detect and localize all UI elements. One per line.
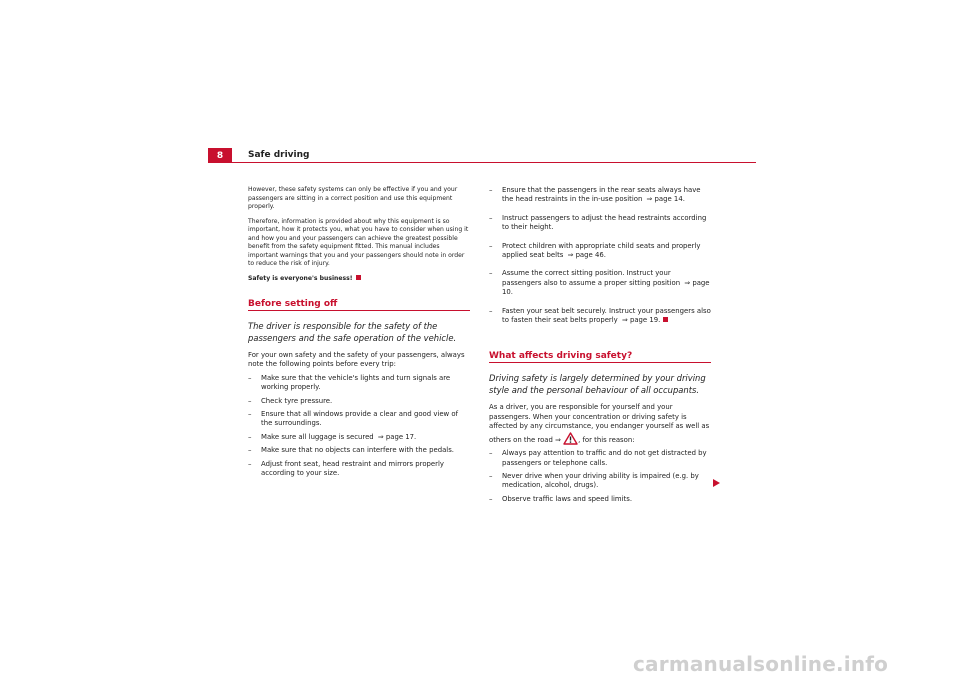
list-item: – Never drive when your driving ability is impaired (e.g. by medication, alcohol, drugs). bbox=[489, 471, 699, 490]
list-item: – Make sure that no objects can interfere with the pedals. bbox=[248, 446, 454, 455]
heading-driving-safety: What affects driving safety? bbox=[489, 351, 711, 363]
heading-before-setting-off: Before setting off bbox=[248, 299, 470, 311]
section-title: Safe driving bbox=[248, 150, 310, 160]
reference-arrow: ⇒ bbox=[646, 195, 653, 204]
left-column bbox=[248, 186, 470, 478]
watermark: carmanualsonline.info bbox=[633, 652, 889, 676]
reference-arrow: ⇒ bbox=[684, 278, 691, 287]
intro-paragraph-1: However, these safety systems can only be effective if you and your passengers are sitting in a correct position and use this equipment properly. bbox=[248, 186, 458, 210]
intro-paragraph-2: Therefore, information is provided about why this equipment is so important, how it protects you, what you have to consider when using it and how you and your passengers can achieve the greatest possible benefit from the safety equipment fitted. This manual includes important warnings that you and your passengers should note in order to reduce the risk of injury. bbox=[248, 217, 469, 267]
page-number: 8 bbox=[208, 148, 232, 163]
end-square-icon bbox=[663, 317, 668, 322]
list-item: – Ensure that all windows provide a clear and good view of the surroundings. bbox=[248, 410, 459, 428]
list-item: – Make sure that the vehicle's lights and turn signals are working properly. bbox=[248, 373, 451, 392]
page-reference-link[interactable]: page 19. bbox=[629, 316, 661, 325]
end-square-icon bbox=[356, 275, 361, 280]
list-item: – Make sure all luggage is secured ⇒ page 17. bbox=[248, 432, 417, 441]
list-item: – Always pay attention to traffic and do not get distracted by passengers or telephone calls. bbox=[489, 449, 707, 467]
reference-arrow: ⇒ bbox=[567, 251, 574, 260]
page-reference-link[interactable]: page 10. bbox=[502, 278, 710, 297]
header-rule bbox=[208, 162, 756, 163]
right-column bbox=[489, 186, 711, 504]
list-item: – Protect children with appropriate child seats and properly applied seat belts ⇒ page 46. bbox=[489, 241, 701, 260]
page-reference-link[interactable]: page 17. bbox=[385, 432, 417, 441]
list-item: – Instruct passengers to adjust the head restraints according to their height. bbox=[489, 213, 707, 232]
lead-driving-safety: Driving safety is largely determined by your driving style and the personal behaviour of all occupants. bbox=[489, 373, 706, 396]
reference-arrow: ⇒ bbox=[377, 432, 384, 441]
warning-triangle-icon[interactable] bbox=[563, 432, 578, 445]
reference-arrow: ⇒ bbox=[555, 435, 561, 444]
list-item: – Adjust front seat, head restraint and mirrors properly according to your size. bbox=[248, 459, 444, 478]
safety-line: Safety is everyone's business! bbox=[248, 275, 470, 284]
list-item: – Fasten your seat belt securely. Instruct your passengers also to fasten their seat belts properly ⇒ page 19. bbox=[489, 306, 711, 325]
page-reference-link[interactable]: page 14. bbox=[654, 195, 685, 204]
list-item: – Observe traffic laws and speed limits. bbox=[489, 494, 633, 503]
next-page-arrow-icon[interactable] bbox=[713, 479, 720, 487]
body-before-setting-off: For your own safety and the safety of your passengers, always note the following points before every trip: bbox=[248, 351, 465, 369]
list-item: – Ensure that the passengers in the rear seats always have the head restraints in the in-use position ⇒ page 14. bbox=[489, 186, 701, 204]
list-item: – Check tyre pressure. bbox=[248, 396, 333, 405]
body-driving-safety: As a driver, you are responsible for yourself and your passengers. When your concentration or driving safety is affected by any circumstance, you endanger yourself as well as others on the road ⇒ , for this reason: bbox=[489, 403, 710, 444]
list-item: – Assume the correct sitting position. Instruct your passengers also to assume a proper sitting position ⇒ page 10. bbox=[489, 269, 710, 297]
page-reference-link[interactable]: page 46. bbox=[575, 251, 606, 260]
reference-arrow: ⇒ bbox=[621, 316, 628, 325]
lead-before-setting-off: The driver is responsible for the safety of the passengers and the safe operation of the vehicle. bbox=[248, 321, 457, 343]
